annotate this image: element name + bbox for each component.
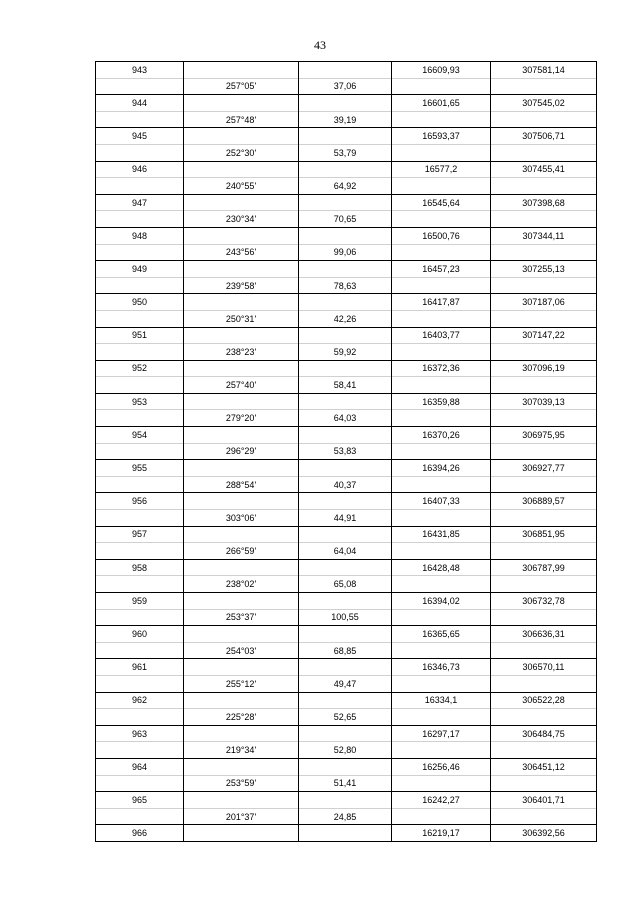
point-number-cell: 958 [96,559,184,576]
y-coordinate-cell: 307545,02 [491,95,597,112]
y-coordinate-cell: 307255,13 [491,261,597,278]
x-coordinate-cell [392,775,491,792]
x-coordinate-cell [392,410,491,427]
distance-cell: 65,08 [299,576,392,593]
distance-cell [299,725,392,742]
distance-cell: 49,47 [299,675,392,692]
point-number-cell: 962 [96,692,184,709]
y-coordinate-cell: 306401,71 [491,792,597,809]
y-coordinate-cell [491,277,597,294]
point-number-cell: 944 [96,95,184,112]
direction-angle-cell: 288°54' [184,476,299,493]
y-coordinate-cell: 307398,68 [491,194,597,211]
point-number-cell [96,675,184,692]
direction-angle-cell [184,526,299,543]
point-number-cell [96,642,184,659]
direction-angle-cell [184,161,299,178]
direction-angle-cell [184,227,299,244]
direction-angle-cell [184,294,299,311]
distance-cell: 40,37 [299,476,392,493]
segment-row [96,742,597,759]
y-coordinate-cell: 307506,71 [491,128,597,145]
point-row [96,294,597,311]
point-number-cell [96,344,184,361]
x-coordinate-cell: 16577,2 [392,161,491,178]
y-coordinate-cell [491,211,597,228]
segment-row [96,144,597,161]
x-coordinate-cell [392,111,491,128]
point-number-cell: 956 [96,493,184,510]
point-number-cell: 950 [96,294,184,311]
direction-angle-cell [184,758,299,775]
direction-angle-cell [184,128,299,145]
point-row [96,393,597,410]
y-coordinate-cell [491,111,597,128]
point-row [96,593,597,610]
x-coordinate-cell: 16417,87 [392,294,491,311]
point-row [96,758,597,775]
y-coordinate-cell: 306451,12 [491,758,597,775]
y-coordinate-cell: 307187,06 [491,294,597,311]
segment-row [96,709,597,726]
distance-cell [299,95,392,112]
direction-angle-cell [184,194,299,211]
x-coordinate-cell [392,277,491,294]
y-coordinate-cell [491,344,597,361]
x-coordinate-cell: 16219,17 [392,825,491,842]
x-coordinate-cell [392,178,491,195]
y-coordinate-cell [491,78,597,95]
distance-cell: 99,06 [299,244,392,261]
point-number-cell [96,144,184,161]
distance-cell: 70,65 [299,211,392,228]
x-coordinate-cell [392,576,491,593]
point-row [96,792,597,809]
y-coordinate-cell [491,377,597,394]
point-number-cell: 951 [96,327,184,344]
x-coordinate-cell [392,244,491,261]
segment-row [96,476,597,493]
distance-cell: 58,41 [299,377,392,394]
distance-cell: 64,04 [299,543,392,560]
direction-angle-cell: 250°31' [184,310,299,327]
distance-cell [299,194,392,211]
direction-angle-cell [184,427,299,444]
point-number-cell: 948 [96,227,184,244]
segment-row [96,543,597,560]
x-coordinate-cell: 16609,93 [392,62,491,79]
direction-angle-cell [184,792,299,809]
distance-cell [299,393,392,410]
y-coordinate-cell [491,609,597,626]
x-coordinate-cell: 16372,36 [392,360,491,377]
y-coordinate-cell [491,775,597,792]
point-row [96,194,597,211]
page-number: 43 [314,38,326,52]
direction-angle-cell [184,725,299,742]
y-coordinate-cell: 307581,14 [491,62,597,79]
x-coordinate-cell [392,642,491,659]
y-coordinate-cell [491,709,597,726]
point-number-cell [96,443,184,460]
segment-row [96,775,597,792]
y-coordinate-cell [491,675,597,692]
point-row [96,659,597,676]
point-row [96,526,597,543]
point-number-cell [96,78,184,95]
y-coordinate-cell: 306522,28 [491,692,597,709]
distance-cell: 42,26 [299,310,392,327]
point-number-cell [96,476,184,493]
point-number-cell: 947 [96,194,184,211]
distance-cell: 78,63 [299,277,392,294]
direction-angle-cell: 201°37' [184,808,299,825]
y-coordinate-cell: 306889,57 [491,493,597,510]
distance-cell [299,294,392,311]
x-coordinate-cell: 16431,85 [392,526,491,543]
y-coordinate-cell [491,443,597,460]
point-row [96,825,597,842]
distance-cell: 52,65 [299,709,392,726]
y-coordinate-cell [491,642,597,659]
x-coordinate-cell: 16403,77 [392,327,491,344]
distance-cell [299,62,392,79]
segment-row [96,642,597,659]
point-number-cell [96,377,184,394]
point-number-cell: 959 [96,593,184,610]
point-row [96,128,597,145]
point-row [96,327,597,344]
point-number-cell: 945 [96,128,184,145]
segment-row [96,78,597,95]
segment-row [96,211,597,228]
direction-angle-cell [184,327,299,344]
y-coordinate-cell: 306392,56 [491,825,597,842]
y-coordinate-cell: 306484,75 [491,725,597,742]
y-coordinate-cell: 307455,41 [491,161,597,178]
x-coordinate-cell: 16601,65 [392,95,491,112]
direction-angle-cell: 257°48' [184,111,299,128]
segment-row [96,808,597,825]
segment-row [96,675,597,692]
coordinates-table [95,61,597,842]
direction-angle-cell [184,692,299,709]
direction-angle-cell: 239°58' [184,277,299,294]
distance-cell: 53,83 [299,443,392,460]
distance-cell: 64,03 [299,410,392,427]
direction-angle-cell: 254°03' [184,642,299,659]
x-coordinate-cell [392,144,491,161]
point-number-cell [96,410,184,427]
y-coordinate-cell [491,543,597,560]
point-number-cell: 954 [96,427,184,444]
y-coordinate-cell: 306787,99 [491,559,597,576]
y-coordinate-cell [491,144,597,161]
distance-cell [299,593,392,610]
x-coordinate-cell: 16256,46 [392,758,491,775]
point-number-cell: 965 [96,792,184,809]
point-number-cell: 949 [96,261,184,278]
distance-cell [299,626,392,643]
direction-angle-cell: 240°55' [184,178,299,195]
y-coordinate-cell [491,742,597,759]
point-number-cell [96,244,184,261]
y-coordinate-cell [491,178,597,195]
direction-angle-cell: 257°40' [184,377,299,394]
y-coordinate-cell [491,510,597,527]
x-coordinate-cell: 16545,64 [392,194,491,211]
point-number-cell: 955 [96,460,184,477]
x-coordinate-cell: 16242,27 [392,792,491,809]
x-coordinate-cell: 16297,17 [392,725,491,742]
distance-cell [299,261,392,278]
direction-angle-cell: 257°05' [184,78,299,95]
x-coordinate-cell [392,211,491,228]
direction-angle-cell: 253°59' [184,775,299,792]
segment-row [96,178,597,195]
x-coordinate-cell [392,609,491,626]
direction-angle-cell: 252°30' [184,144,299,161]
y-coordinate-cell: 306851,95 [491,526,597,543]
point-number-cell: 946 [96,161,184,178]
distance-cell: 39,19 [299,111,392,128]
direction-angle-cell: 230°34' [184,211,299,228]
point-number-cell: 952 [96,360,184,377]
segment-row [96,244,597,261]
point-row [96,460,597,477]
y-coordinate-cell: 306927,77 [491,460,597,477]
point-number-cell [96,775,184,792]
point-number-cell: 964 [96,758,184,775]
coordinates-table-body [96,62,597,842]
x-coordinate-cell [392,709,491,726]
point-number-cell [96,510,184,527]
x-coordinate-cell [392,808,491,825]
direction-angle-cell: 279°20' [184,410,299,427]
x-coordinate-cell: 16407,33 [392,493,491,510]
distance-cell: 59,92 [299,344,392,361]
point-number-cell [96,277,184,294]
point-number-cell [96,609,184,626]
point-row [96,559,597,576]
distance-cell: 64,92 [299,178,392,195]
direction-angle-cell [184,659,299,676]
x-coordinate-cell [392,443,491,460]
y-coordinate-cell: 307096,19 [491,360,597,377]
distance-cell [299,360,392,377]
y-coordinate-cell: 307039,13 [491,393,597,410]
distance-cell [299,227,392,244]
x-coordinate-cell: 16457,23 [392,261,491,278]
direction-angle-cell [184,360,299,377]
segment-row [96,277,597,294]
y-coordinate-cell: 307344,11 [491,227,597,244]
segment-row [96,443,597,460]
direction-angle-cell: 238°23' [184,344,299,361]
point-number-cell [96,178,184,195]
direction-angle-cell: 238°02' [184,576,299,593]
x-coordinate-cell [392,675,491,692]
x-coordinate-cell: 16359,88 [392,393,491,410]
segment-row [96,576,597,593]
direction-angle-cell: 266°59' [184,543,299,560]
point-row [96,261,597,278]
x-coordinate-cell: 16394,26 [392,460,491,477]
point-row [96,427,597,444]
segment-row [96,510,597,527]
direction-angle-cell: 243°56' [184,244,299,261]
point-number-cell: 963 [96,725,184,742]
distance-cell: 68,85 [299,642,392,659]
direction-angle-cell: 225°28' [184,709,299,726]
y-coordinate-cell: 306975,95 [491,427,597,444]
point-row [96,725,597,742]
distance-cell [299,559,392,576]
x-coordinate-cell [392,78,491,95]
point-number-cell [96,211,184,228]
y-coordinate-cell [491,310,597,327]
distance-cell [299,460,392,477]
point-row [96,62,597,79]
distance-cell: 51,41 [299,775,392,792]
distance-cell [299,493,392,510]
x-coordinate-cell [392,510,491,527]
distance-cell [299,792,392,809]
point-number-cell: 957 [96,526,184,543]
point-row [96,95,597,112]
x-coordinate-cell: 16500,76 [392,227,491,244]
x-coordinate-cell: 16428,48 [392,559,491,576]
point-number-cell: 961 [96,659,184,676]
x-coordinate-cell: 16334,1 [392,692,491,709]
x-coordinate-cell: 16593,37 [392,128,491,145]
point-row [96,360,597,377]
x-coordinate-cell: 16394,02 [392,593,491,610]
x-coordinate-cell [392,377,491,394]
segment-row [96,310,597,327]
x-coordinate-cell [392,742,491,759]
point-row [96,692,597,709]
x-coordinate-cell: 16346,73 [392,659,491,676]
distance-cell: 100,55 [299,609,392,626]
direction-angle-cell [184,626,299,643]
direction-angle-cell [184,95,299,112]
direction-angle-cell: 303°06' [184,510,299,527]
point-number-cell: 953 [96,393,184,410]
point-number-cell [96,709,184,726]
distance-cell [299,692,392,709]
x-coordinate-cell [392,476,491,493]
distance-cell [299,526,392,543]
y-coordinate-cell [491,410,597,427]
distance-cell [299,427,392,444]
point-number-cell: 960 [96,626,184,643]
distance-cell [299,758,392,775]
direction-angle-cell [184,261,299,278]
distance-cell: 52,80 [299,742,392,759]
x-coordinate-cell [392,543,491,560]
point-row [96,227,597,244]
y-coordinate-cell: 306570,11 [491,659,597,676]
direction-angle-cell: 296°29' [184,443,299,460]
x-coordinate-cell: 16370,26 [392,427,491,444]
x-coordinate-cell [392,344,491,361]
direction-angle-cell [184,593,299,610]
point-number-cell [96,742,184,759]
distance-cell [299,327,392,344]
distance-cell: 44,91 [299,510,392,527]
point-number-cell: 966 [96,825,184,842]
point-number-cell [96,543,184,560]
point-number-cell [96,576,184,593]
y-coordinate-cell [491,808,597,825]
x-coordinate-cell: 16365,65 [392,626,491,643]
direction-angle-cell: 253°37' [184,609,299,626]
distance-cell [299,659,392,676]
distance-cell [299,825,392,842]
direction-angle-cell: 219°34' [184,742,299,759]
y-coordinate-cell [491,244,597,261]
segment-row [96,111,597,128]
y-coordinate-cell: 307147,22 [491,327,597,344]
point-number-cell [96,310,184,327]
y-coordinate-cell [491,576,597,593]
direction-angle-cell [184,460,299,477]
segment-row [96,377,597,394]
distance-cell: 24,85 [299,808,392,825]
y-coordinate-cell: 306732,78 [491,593,597,610]
direction-angle-cell: 255°12' [184,675,299,692]
point-number-cell [96,111,184,128]
point-row [96,493,597,510]
direction-angle-cell [184,559,299,576]
y-coordinate-cell: 306636,31 [491,626,597,643]
distance-cell [299,161,392,178]
point-row [96,161,597,178]
distance-cell [299,128,392,145]
distance-cell: 37,06 [299,78,392,95]
point-row [96,626,597,643]
direction-angle-cell [184,393,299,410]
point-number-cell [96,808,184,825]
direction-angle-cell [184,825,299,842]
segment-row [96,609,597,626]
distance-cell: 53,79 [299,144,392,161]
direction-angle-cell [184,493,299,510]
point-number-cell: 943 [96,62,184,79]
segment-row [96,344,597,361]
x-coordinate-cell [392,310,491,327]
segment-row [96,410,597,427]
direction-angle-cell [184,62,299,79]
y-coordinate-cell [491,476,597,493]
